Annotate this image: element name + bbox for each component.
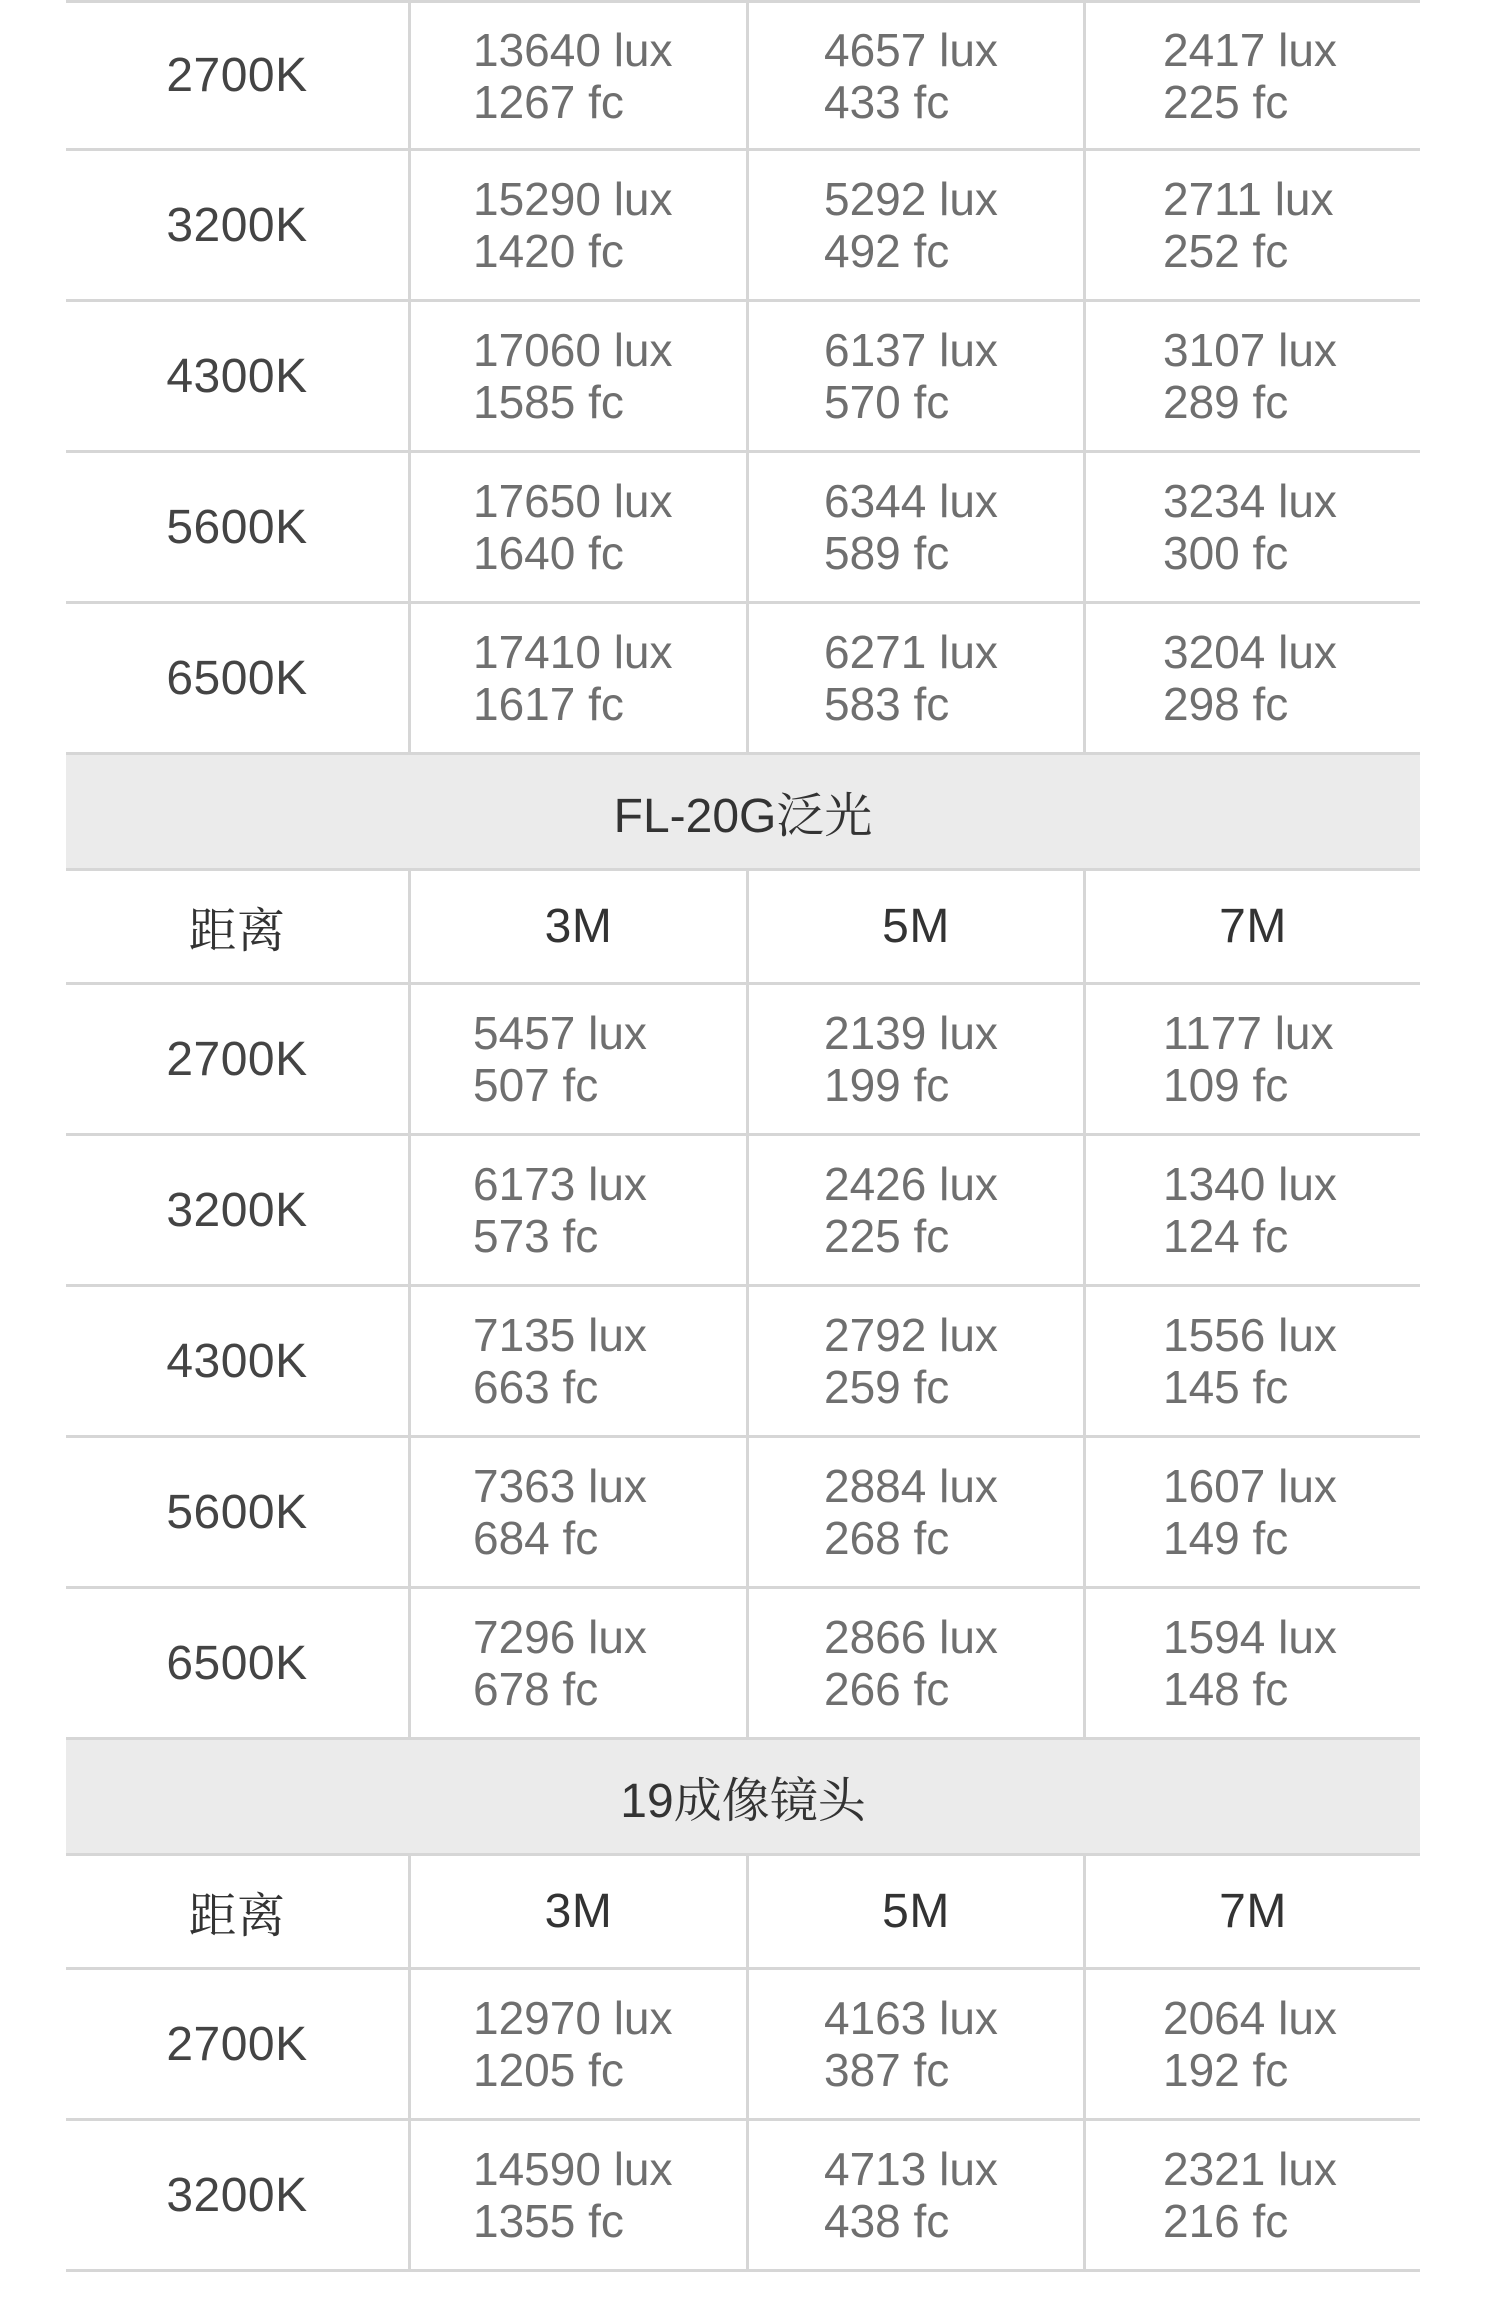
measurement-cell (408, 453, 746, 601)
fc-value: 684 fc (473, 1512, 599, 1564)
header-label: 7M (1219, 1885, 1287, 1938)
lux-value: 2321 lux (1163, 2143, 1337, 2195)
measurement-value (411, 1309, 647, 1413)
lux-value: 1594 lux (1163, 1611, 1337, 1663)
temperature-cell (66, 1287, 408, 1435)
fc-value: 252 fc (1163, 225, 1289, 277)
temperature-cell (66, 1589, 408, 1737)
measurement-value (749, 1611, 998, 1715)
measurement-value (1086, 626, 1337, 730)
measurement-cell (408, 1438, 746, 1586)
temperature-cell (66, 3, 408, 148)
measurement-cell (408, 3, 746, 148)
temperature-cell (66, 1136, 408, 1284)
color-temperature: 6500K (166, 651, 308, 705)
header-cell (408, 1856, 746, 1967)
table-row (66, 151, 1420, 302)
measurement-value (411, 1007, 647, 1111)
lux-value: 6271 lux (824, 626, 998, 678)
lux-value: 2139 lux (824, 1007, 998, 1059)
header-label: 5M (882, 1885, 950, 1938)
header-label: 3M (544, 1885, 613, 1938)
fc-value: 216 fc (1163, 2195, 1289, 2247)
fc-value: 570 fc (824, 376, 950, 428)
measurement-cell (1083, 302, 1420, 450)
measurement-value (411, 2143, 673, 2247)
measurement-cell (1083, 1136, 1420, 1284)
fc-value: 259 fc (824, 1361, 950, 1413)
measurement-value (749, 475, 998, 579)
color-temperature: 2700K (166, 49, 308, 102)
temperature-cell (66, 302, 408, 450)
header-cell (746, 1856, 1083, 1967)
measurement-value (1086, 1158, 1337, 1262)
measurement-cell (1083, 3, 1420, 148)
measurement-cell (746, 1136, 1083, 1284)
measurement-value (1086, 24, 1337, 128)
lux-value: 5457 lux (473, 1007, 647, 1059)
measurement-value (749, 1309, 998, 1413)
lux-value: 17650 lux (473, 475, 673, 527)
table-row (66, 1287, 1420, 1438)
color-temperature: 5600K (166, 1485, 308, 1539)
measurement-cell (1083, 1287, 1420, 1435)
lux-value: 6344 lux (824, 475, 998, 527)
temperature-cell (66, 604, 408, 752)
header-row (66, 871, 1420, 985)
section-title: FL-20G泛光 (613, 790, 873, 843)
temperature-cell (66, 1438, 408, 1586)
fc-value: 583 fc (824, 678, 950, 730)
measurement-value (411, 1992, 673, 2096)
measurement-cell (1083, 1970, 1420, 2118)
measurement-cell (746, 453, 1083, 601)
measurement-value (411, 1460, 647, 1564)
lux-value: 2711 lux (1163, 173, 1334, 225)
fc-value: 1205 fc (473, 2044, 624, 2096)
fc-value: 433 fc (824, 75, 950, 128)
lux-value: 4713 lux (824, 2143, 998, 2195)
measurement-cell (1083, 1589, 1420, 1737)
table-row (66, 453, 1420, 604)
lux-value: 1556 lux (1163, 1309, 1337, 1361)
fc-value: 124 fc (1163, 1210, 1289, 1262)
fc-value: 1267 fc (473, 75, 624, 128)
measurement-value (411, 1611, 647, 1715)
measurement-cell (746, 1438, 1083, 1586)
color-temperature: 6500K (166, 1636, 308, 1690)
lux-value: 15290 lux (473, 173, 673, 225)
fc-value: 387 fc (824, 2044, 950, 2096)
fc-value: 573 fc (473, 1210, 599, 1262)
lux-value: 17410 lux (473, 626, 673, 678)
lux-value: 14590 lux (473, 2143, 673, 2195)
lux-value: 2426 lux (824, 1158, 998, 1210)
header-label: 距离 (188, 905, 286, 958)
measurement-cell (408, 151, 746, 299)
measurement-cell (1083, 985, 1420, 1133)
lux-value: 2792 lux (824, 1309, 998, 1361)
header-row (66, 1856, 1420, 1970)
fc-value: 492 fc (824, 225, 950, 277)
section-title: 19成像镜头 (620, 1775, 866, 1828)
header-cell (408, 871, 746, 982)
color-temperature: 4300K (166, 1334, 308, 1388)
lux-value: 1340 lux (1163, 1158, 1337, 1210)
measurement-cell (1083, 1438, 1420, 1586)
lux-value: 12970 lux (473, 1992, 673, 2044)
header-cell (66, 1856, 408, 1967)
fc-value: 268 fc (824, 1512, 950, 1564)
temperature-cell (66, 2121, 408, 2269)
section-header (66, 1740, 1420, 1856)
fc-value: 1585 fc (473, 376, 624, 428)
color-temperature: 2700K (166, 1032, 308, 1086)
fc-value: 149 fc (1163, 1512, 1289, 1564)
lux-value: 2866 lux (824, 1611, 998, 1663)
measurement-cell (408, 604, 746, 752)
measurement-cell (746, 2121, 1083, 2269)
section-header (66, 755, 1420, 871)
measurement-value (411, 1158, 647, 1262)
fc-value: 225 fc (1163, 75, 1289, 128)
fc-value: 438 fc (824, 2195, 950, 2247)
measurement-value (749, 24, 998, 128)
measurement-cell (408, 1287, 746, 1435)
lux-value: 1607 lux (1163, 1460, 1337, 1512)
measurement-value (1086, 1992, 1337, 2096)
measurement-value (1086, 324, 1337, 428)
color-temperature: 2700K (166, 2017, 308, 2071)
lux-value: 5292 lux (824, 173, 998, 225)
measurement-value (1086, 1460, 1337, 1564)
color-temperature: 4300K (166, 349, 308, 403)
measurement-value (749, 2143, 998, 2247)
fc-value: 1420 fc (473, 225, 624, 277)
measurement-value (749, 1007, 998, 1111)
measurement-value (1086, 1309, 1337, 1413)
table-row (66, 2121, 1420, 2272)
fc-value: 225 fc (824, 1210, 950, 1262)
lux-value: 3107 lux (1163, 324, 1337, 376)
temperature-cell (66, 151, 408, 299)
fc-value: 289 fc (1163, 376, 1289, 428)
lux-value: 3234 lux (1163, 475, 1337, 527)
measurement-cell (746, 151, 1083, 299)
fc-value: 663 fc (473, 1361, 599, 1413)
measurement-cell (1083, 453, 1420, 601)
fc-value: 1355 fc (473, 2195, 624, 2247)
lux-value: 6173 lux (473, 1158, 647, 1210)
lux-value: 7363 lux (473, 1460, 647, 1512)
fc-value: 266 fc (824, 1663, 950, 1715)
measurement-value (749, 1992, 998, 2096)
measurement-cell (408, 2121, 746, 2269)
fc-value: 145 fc (1163, 1361, 1289, 1413)
fc-value: 1617 fc (473, 678, 624, 730)
lux-value: 2884 lux (824, 1460, 998, 1512)
measurement-cell (746, 1970, 1083, 2118)
measurement-cell (746, 985, 1083, 1133)
fc-value: 507 fc (473, 1059, 599, 1111)
measurement-cell (408, 1589, 746, 1737)
measurement-cell (1083, 151, 1420, 299)
fc-value: 300 fc (1163, 527, 1289, 579)
lux-value: 3204 lux (1163, 626, 1337, 678)
measurement-cell (408, 302, 746, 450)
measurement-value (749, 1460, 998, 1564)
measurement-value (411, 324, 673, 428)
color-temperature: 3200K (166, 198, 308, 252)
lux-value: 1177 lux (1163, 1007, 1334, 1059)
fc-value: 678 fc (473, 1663, 599, 1715)
illuminance-table (66, 0, 1420, 2272)
measurement-value (1086, 475, 1337, 579)
color-temperature: 3200K (166, 1183, 308, 1237)
lux-value: 4163 lux (824, 1992, 998, 2044)
header-label: 距离 (188, 1890, 286, 1943)
measurement-value (749, 626, 998, 730)
header-cell (66, 871, 408, 982)
table-row (66, 0, 1420, 151)
measurement-value (411, 173, 673, 277)
lux-value: 2417 lux (1163, 23, 1337, 76)
fc-value: 148 fc (1163, 1663, 1289, 1715)
measurement-cell (408, 1136, 746, 1284)
table-row (66, 1136, 1420, 1287)
lux-value: 7296 lux (473, 1611, 647, 1663)
temperature-cell (66, 1970, 408, 2118)
measurement-value (411, 626, 673, 730)
header-cell (746, 871, 1083, 982)
measurement-cell (1083, 2121, 1420, 2269)
fc-value: 589 fc (824, 527, 950, 579)
lux-value: 6137 lux (824, 324, 998, 376)
measurement-cell (746, 1287, 1083, 1435)
measurement-value (749, 173, 998, 277)
table-row (66, 1438, 1420, 1589)
measurement-cell (746, 1589, 1083, 1737)
measurement-cell (746, 3, 1083, 148)
lux-value: 7135 lux (473, 1309, 647, 1361)
lux-value: 17060 lux (473, 324, 673, 376)
header-label: 3M (544, 900, 613, 953)
measurement-value (1086, 173, 1334, 277)
measurement-cell (1083, 604, 1420, 752)
table-row (66, 985, 1420, 1136)
color-temperature: 3200K (166, 2168, 308, 2222)
measurement-value (749, 1158, 998, 1262)
temperature-cell (66, 985, 408, 1133)
measurement-value (749, 324, 998, 428)
table-row (66, 604, 1420, 755)
header-cell (1083, 1856, 1420, 1967)
measurement-cell (746, 604, 1083, 752)
measurement-value (1086, 1007, 1334, 1111)
measurement-value (1086, 2143, 1337, 2247)
header-cell (1083, 871, 1420, 982)
temperature-cell (66, 453, 408, 601)
color-temperature: 5600K (166, 500, 308, 554)
measurement-value (411, 475, 673, 579)
measurement-cell (408, 1970, 746, 2118)
lux-value: 4657 lux (824, 23, 998, 76)
measurement-cell (408, 985, 746, 1133)
fc-value: 109 fc (1163, 1059, 1289, 1111)
measurement-value (411, 24, 673, 128)
measurement-value (1086, 1611, 1337, 1715)
table-row (66, 302, 1420, 453)
lux-value: 13640 lux (473, 23, 673, 76)
fc-value: 192 fc (1163, 2044, 1289, 2096)
lux-value: 2064 lux (1163, 1992, 1337, 2044)
fc-value: 199 fc (824, 1059, 950, 1111)
table-row (66, 1970, 1420, 2121)
table-row (66, 1589, 1420, 1740)
fc-value: 298 fc (1163, 678, 1289, 730)
header-label: 7M (1219, 900, 1287, 953)
fc-value: 1640 fc (473, 527, 624, 579)
header-label: 5M (882, 900, 950, 953)
measurement-cell (746, 302, 1083, 450)
